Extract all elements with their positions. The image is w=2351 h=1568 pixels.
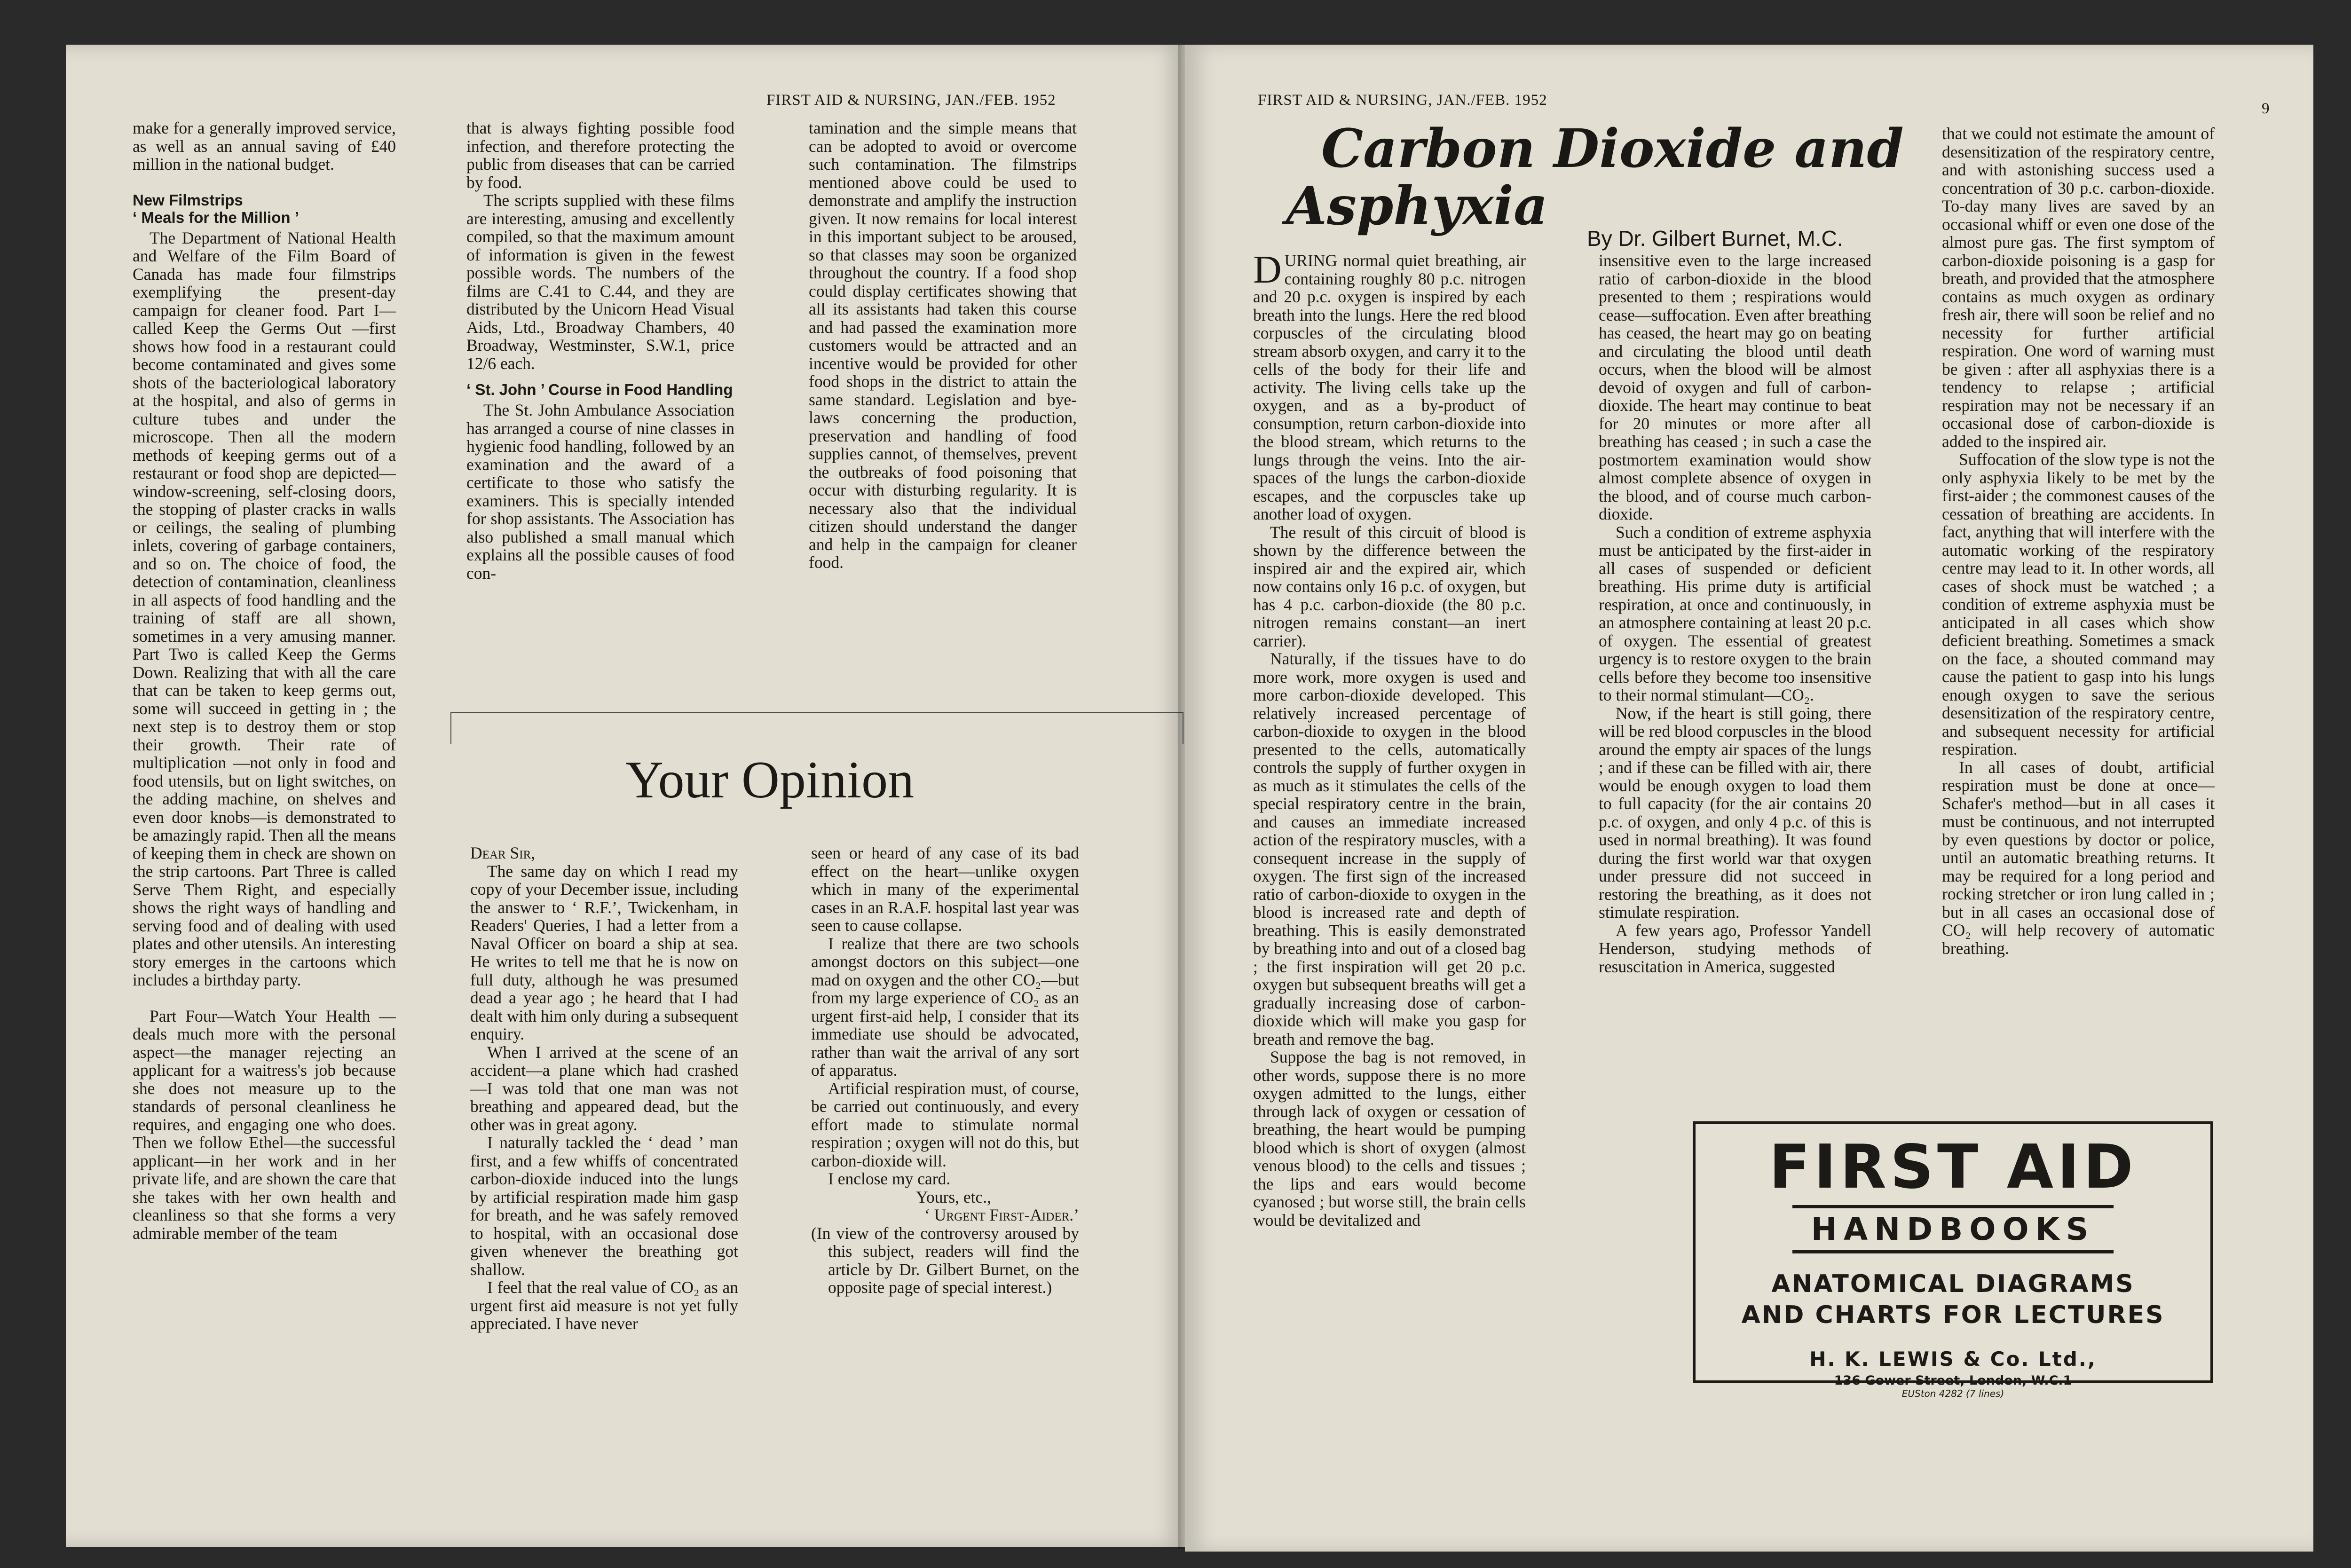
ad-address: 136 Gower Street, London, W.C.1 xyxy=(1834,1373,2072,1388)
editor-note: (In view of the controversy aroused by this subject, readers will find the article by Dr. Gilbert Burnet, on the opposite page of special interest.) xyxy=(811,1223,1079,1297)
byline: By Dr. Gilbert Burnet, M.C. xyxy=(1587,226,1843,251)
article-title-line-1: Carbon Dioxide and xyxy=(1321,118,1904,180)
paragraph: seen or heard of any case of its bad effect on the heart—unlike oxygen which in many of the experimental cases in an R.A.F. hospital last year was seen to cause collapse. xyxy=(811,844,1079,935)
paragraph: Suffocation of the slow type is not the only asphyxia likely to be met by the first-aider ; the commonest causes of the cessation of breathing are accidents. In fact, anything that will interfere with the automatic working of the respiratory centre may lead to it. In other words, all cases of shock must be watched ; a condition of extreme asphyxia must be anticipated in all cases which show deficient breathing. Sometimes a smack on the face, a shouted command may cause the patient to gasp into his lungs enough oxygen to save the serious desensitization of the respiratory centre, and subsequent necessity for artificial respiration. xyxy=(1942,450,2215,758)
paragraph: Now, if the heart is still going, there will be red blood corpuscles in the blood around the empty air spaces of the lungs ; and if these can be filled with air, there would be enough oxygen to load them to full capacity (for the air contains 20 p.c. of oxygen, and only 4 p.c. of this is used in normal breathing). It was found during the first world war that oxygen under pressure did not succeed in restoring the breathing, as it does not stimulate respiration. xyxy=(1599,703,1871,922)
running-header-left: FIRST AID & NURSING, JAN./FEB. 1952 xyxy=(766,92,1056,109)
paragraph: Part Four—Watch Your Health —deals much more with the personal aspect—the manager rejecting an applicant for a waitress's job because she does not measure up to the standards of personal cleanliness he requires, and engaging one who does. Then we follow Ethel—the successful applicant—in her work and in her private life, and are shown the care that she takes with her own health and cleanliness so that she forms a very admirable member of the team xyxy=(133,1006,396,1243)
paragraph: I realize that there are two schools amongst doctors on this subject—one mad on oxygen and the other CO₂—but from my large experience of CO₂ as an urgent first-aid help, I consider that its immediate use should be advocated, rather than wait the arrival of any sort of apparatus. xyxy=(811,934,1079,1079)
paragraph: that we could not estimate the amount of desensitization of the respiratory centre, and with astonishing success used a concentration of 30 p.c. carbon-dioxide. To-day many lives are saved by an occasional whiff or even one dose of the almost pure gas. The first symptom of carbon-dioxide poisoning is a gasp for breath, and provided that the atmosphere contains as much oxygen as ordinary fresh air, there will soon be relief and no necessity for further artificial respiration. One word of warning must be given : after all asphyxias there is a tendency to relapse ; artificial respiration may not be necessary if an occasional dose of carbon-dioxide is added to the inspired air. xyxy=(1942,125,2215,451)
signature: ‘ Urgent First-Aider.’ xyxy=(924,1206,1079,1224)
left-page xyxy=(66,45,1185,1547)
ad-headline: FIRST AID xyxy=(1769,1132,2137,1202)
salutation: Dear Sir, xyxy=(470,844,536,862)
paragraph: Suppose the bag is not removed, in other words, suppose there is no more oxygen admitted to the lungs, either through lack of oxygen or cessation of breathing, the heart would be pumping blood which is short of oxygen (almost venous blood) to the cells and tissues ; the lips and ears would become cyanosed ; but worse still, the brain cells would be devitalized and xyxy=(1253,1048,1526,1229)
paragraph: URING normal quiet breathing, air containing roughly 80 p.c. nitrogen and 20 p.c. oxygen is inspired by each breath into the lungs. Here the red blood corpuscles of the circulating blood stream absorb oxygen, and carry it to the cells of the body for their life and activity. The living cells take up the oxygen, and as a by-product of consumption, return carbon-dioxide into the blood stream, which returns to the lungs through the veins. Into the air-spaces of the lungs the carbon-dioxide escapes, and the corpuscles take up another load of oxygen. xyxy=(1253,252,1526,523)
paragraph: The result of this circuit of blood is shown by the difference between the inspired air and the expired air, which now contains only 16 p.c. of oxygen, but has 4 p.c. carbon-dioxide (the 80 p.c. nitrogen remains constant—an inert carrier). xyxy=(1253,522,1526,650)
paragraph: The Department of National Health and Welfare of the Film Board of Canada has made four filmstrips exemplifying the present-day campaign for cleaner food. Part I—called Keep the Germs Out —first shows how food in a restaurant could become contaminated and gives some shots of the bacteriological laboratory at the hospital, and also of germs in culture tubes and under the microscope. Then all the modern methods of keeping germs out of a restaurant or food shop are depicted—window-screening, self-closing doors, the stopping of plaster cracks in walls or ceilings, the sealing of plumbing inlets, covering of garbage containers, and so on. The choice of food, the detection of contamination, cleanliness in all aspects of food handling and the training of staff are all shown, sometimes in a very amusing manner. Part Two is called Keep the Germs Down. Realizing that with all the care that can be taken to keep germs out, some will succeed in getting in ; the next step is to destroy them or stop their growth. Their rate of multiplication —not only in food and food utensils, but on light switches, on the adding machine, on shelves and even door knobs—is demonstrated to be amazingly rapid. Then all the means of keeping them in check are shown on the strip cartoons. Part Three is called Serve Them Right, and especially shows the right ways of handling and serving food and of dealing with used plates and other utensils. An interesting story emerges in the cartoons which includes a birthday party. xyxy=(133,228,396,989)
paragraph: insensitive even to the large increased ratio of carbon-dioxide in the blood presented to them ; respirations would cease—suffocation. Even after breathing has ceased, the heart may go on beating and circulating the blood until death occurs, when the blood will be almost devoid of oxygen and full of carbon-dioxide. The heart may continue to beat for 20 minutes or more after all breathing has ceased ; in such a case the postmortem examination would show almost complete absence of oxygen in the blood, and of course much carbon-dioxide. xyxy=(1599,252,1871,523)
paragraph: The St. John Ambulance Association has arranged a course of nine classes in hygienic food handling, followed by an examination and the award of a certificate to those who satisfy the examiners. This is specially intended for shop assistants. The Association has also published a small manual which explains all the possible causes of food con- xyxy=(466,401,734,583)
ad-phone: EUSton 4282 (7 lines) xyxy=(1901,1388,2004,1399)
paragraph: I enclose my card. xyxy=(828,1169,951,1188)
left-column-2 xyxy=(466,119,734,707)
running-header-right: FIRST AID & NURSING, JAN./FEB. 1952 xyxy=(1258,92,1547,109)
paragraph: I naturally tackled the ‘ dead ’ man first, and a few whiffs of concentrated carbon-dioxide induced into the lungs by artificial respiration made him gasp for breath, and he was safely removed to hospital, with an occasional dose given whenever the breathing got shallow. xyxy=(470,1133,738,1279)
paragraph: make for a generally improved service, as well as an annual saving of £40 million in the national budget. xyxy=(133,119,396,173)
paragraph: that is always fighting possible food infection, and therefore protecting the public from diseases that can be carried by food. xyxy=(466,119,734,192)
right-page xyxy=(1185,45,2313,1552)
opinion-title: Your Opinion xyxy=(625,751,915,809)
paragraph: Such a condition of extreme asphyxia must be anticipated by the first-aider in all cases of suspended or deficient breathing. His prime duty is artificial respiration, at once and continuously, in an atmosphere containing at least 20 p.c. of oxygen. The essential of greatest urgency is to restore oxygen to the brain cells before they become too insensitive to their normal stimulant—CO₂. xyxy=(1599,522,1871,704)
page-number: 9 xyxy=(2262,100,2270,117)
ad-publisher: H. K. LEWIS & Co. Ltd., xyxy=(1809,1347,2097,1371)
paragraph: In all cases of doubt, artificial respiration must be done at once—Schafer's method—but in all cases it must be continuous, and not interrupted by even questions by doctor or police, until an automatic breathing returns. It may be required for a long period and rocking stretcher or iron lung called in ; but in all cases an occasional dose of CO₂ will help recovery of automatic breathing. xyxy=(1942,757,2215,958)
paragraph: I feel that the real value of CO₂ as an urgent first aid measure is not yet fully appreciated. I have never xyxy=(470,1278,738,1333)
advertisement-box xyxy=(1693,1121,2213,1399)
paragraph: A few years ago, Professor Yandell Henderson, studying methods of resuscitation in America, suggested xyxy=(1599,921,1871,976)
paragraph: Artificial respiration must, of course, be carried out continuously, and every effort made to stimulate normal respiration ; oxygen will not do this, but carbon-dioxide will. xyxy=(811,1079,1079,1170)
left-column-3 xyxy=(809,119,1077,707)
right-column-1 xyxy=(1253,252,1526,1436)
subheading: ‘ St. John ’ Course in Food Handling xyxy=(466,381,733,398)
paragraph: The same day on which I read my copy of your December issue, including the answer to ‘ R.F.’, Twickenham, in Readers' Queries, I had a letter from a Naval Officer on board a ship at sea. He writes to tell me that he is now on full duty, although he was presumed dead a year ago ; he heard that I had dealt with him only during a subsequent enquiry. xyxy=(470,861,738,1043)
paragraph: Naturally, if the tissues have to do more work, more oxygen is used and more carbon-dioxide developed. This relatively increased percentage of carbon-dioxide to oxygen in the blood presented to the cells, automatically controls the supply of further oxygen in as much as it stimulates the cells of the special respiratory centre in the brain, and causes an immediate increased action of the respiratory muscles, with a consequent increase in the supply of oxygen. The first sign of the increased ratio of carbon-dioxide to oxygen in the blood is increased rate and depth of breathing. This is easily demonstrated by breathing into and out of a closed bag ; the first inspiration will get 20 p.c. oxygen but subsequent breaths will get a gradually increasing dose of carbon-dioxide which will make you gasp for breath and remove the bag. xyxy=(1253,649,1526,1048)
paragraph: tamination and the simple means that can be adopted to avoid or overcome such contamination. The filmstrips mentioned above could be used to demonstrate and amplify the instruction given. It now remains for local interest in this important subject to be aroused, so that classes may soon be organized throughout the country. If a food shop could display certificates showing that all its assistants had taken this course and had passed the examination more customers would be attracted and an incentive would be provided for other food shops in the district to attain the same standard. Legislation and bye-laws concerning the production, preservation and handling of food supplies cannot, of themselves, prevent the outbreaks of food poisoning that occur with disturbing regularity. It is necessary also that the individual citizen should understand the danger and help in the campaign for cleaner food. xyxy=(809,119,1077,572)
opinion-box-rule xyxy=(450,712,1183,744)
paragraph: The scripts supplied with these films are interesting, amusing and excellently compiled, so that the maximum amount of information is given in the fewest possible words. The numbers of the films are C.41 to C.44, and they are distributed by the Unicorn Head Visual Aids, Ltd., Broadway Chambers, 40 Broadway, Westminster, S.W.1, price 12/6 each. xyxy=(466,191,734,373)
opinion-column-2 xyxy=(811,844,1079,1450)
subheading: ‘ Meals for the Million ’ xyxy=(133,208,299,226)
ad-subheadline: HANDBOOKS xyxy=(1792,1205,2114,1253)
opinion-column-1 xyxy=(470,844,738,1450)
article-title-line-2: Asphyxia xyxy=(1286,175,1548,237)
drop-cap: D xyxy=(1253,252,1282,292)
closing: Yours, etc., xyxy=(915,1187,992,1206)
right-column-2 xyxy=(1599,252,1871,1145)
right-column-3 xyxy=(1942,125,2215,1135)
paragraph: When I arrived at the scene of an accident—a plane which had crashed —I was told that one man was not breathing and appeared dead, but the other was in great agony. xyxy=(470,1042,738,1134)
ad-line: ANATOMICAL DIAGRAMS xyxy=(1771,1270,2135,1298)
subheading: New Filmstrips xyxy=(133,191,243,209)
ad-line: AND CHARTS FOR LECTURES xyxy=(1741,1301,2165,1329)
left-column-1 xyxy=(133,119,396,1445)
